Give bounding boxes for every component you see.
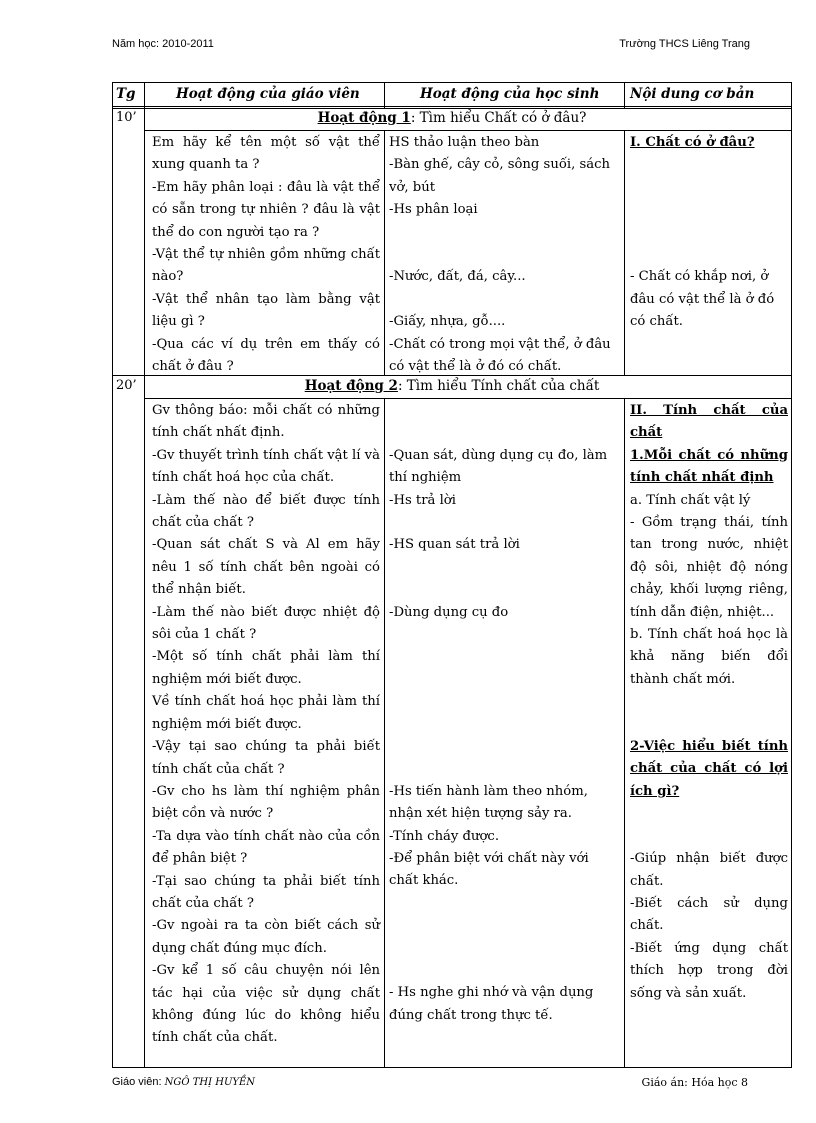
list-item: -Qua các ví dụ trên em thấy có chất ở đâu ? xyxy=(152,336,380,375)
list-item: -Biết ứng dụng chất thích hợp trong đời sống và sản xuất. xyxy=(630,940,788,1001)
list-item: -Hs phân loại xyxy=(389,202,478,218)
list-item: -Quan sát, dùng dụng cụ đo, làm thí nghiệm xyxy=(389,447,608,486)
footer-subject: Giáo án: Hóa học 8 xyxy=(641,1076,748,1089)
list-item: - Chất có khắp nơi, ở đâu có vật thể là ở đó có chất. xyxy=(630,269,775,330)
list-item: -Tại sao chúng ta phải biết tính chất của chất ? xyxy=(152,873,380,911)
list-item: -Giấy, nhựa, gỗ.... xyxy=(389,314,506,330)
list-item: Em hãy kể tên một số vật thể xung quanh ta ? xyxy=(152,135,380,173)
section-heading: II. Tính chất của chất xyxy=(630,403,788,441)
list-item: -Làm thế nào để biết được tính chất của chất ? xyxy=(152,492,380,531)
list-item: -Vật thể nhân tạo làm bằng vật liệu gì ? xyxy=(152,291,380,330)
col-header-time: Tg xyxy=(116,86,136,102)
section1-title: Hoạt động 1: Tìm hiểu Chất có ở đâu? xyxy=(317,110,587,126)
list-item: -Gv kể 1 số câu chuyện nói lên tác hại của việc sử dụng chất không đúng lúc do không hiểu tính chất của chất. xyxy=(152,963,380,1046)
section2-student-activities xyxy=(389,400,621,1027)
list-item: -Nước, đất, đá, cây... xyxy=(389,269,526,285)
list-item: -Ta dựa vào tính chất nào của cồn để phân biệt ? xyxy=(152,828,380,867)
list-item: -Giúp nhận biết được chất. xyxy=(630,851,788,889)
teacher-name: NGÔ THỊ HUYỀN xyxy=(164,1077,256,1088)
list-item: -Gv ngoài ra ta còn biết cách sử dụng chất đúng mục đích. xyxy=(152,918,380,956)
list-item: Gv thông báo: mỗi chất có những tính chất nhất định. xyxy=(152,403,380,441)
section2-content xyxy=(630,400,788,1005)
section1-student-activities xyxy=(389,132,621,378)
list-item: -Vật thể tự nhiên gồm những chất nào? xyxy=(152,247,380,285)
section-heading: I. Chất có ở đâu? xyxy=(630,135,755,150)
list-item: -Em hãy phân loại : đâu là vật thể có sẵn trong tự nhiên ? đâu là vật thể do con người tạo ra ? xyxy=(152,179,380,240)
section2-title: Hoạt động 2: Tìm hiểu Tính chất của chất xyxy=(304,378,600,394)
lesson-table xyxy=(112,82,792,1068)
section2-time: 20’ xyxy=(116,378,137,393)
list-item: -Chất có trong mọi vật thể, ở đâu có vật thể là ở đó có chất. xyxy=(389,336,611,375)
list-item: -Dùng dụng cụ đo xyxy=(389,604,509,620)
list-item: -Biết cách sử dụng chất. xyxy=(630,895,788,934)
list-item: -HS quan sát trả lời xyxy=(389,537,520,553)
col-header-content: Nội dung cơ bản xyxy=(630,86,755,102)
school-name: Trường THCS Liêng Trang xyxy=(619,38,750,50)
list-item: -Một số tính chất phải làm thí nghiệm mới biết được. xyxy=(152,649,380,687)
section1-teacher-activities xyxy=(152,132,380,378)
section1-content xyxy=(630,132,788,334)
list-item: HS thảo luận theo bàn xyxy=(389,135,540,150)
section-heading: 1.Mỗi chất có những tính chất nhất định xyxy=(630,447,788,486)
list-item: - Hs nghe ghi nhớ và vận dụng đúng chất trong thực tế. xyxy=(389,985,594,1023)
list-item: -Gv cho hs làm thí nghiệm phân biệt cồn và nước ? xyxy=(152,783,380,822)
list-item: b. Tính chất hoá học là khả năng biến đổi thành chất mới. xyxy=(630,627,788,687)
school-year: Năm học: 2010-2011 xyxy=(112,38,214,50)
list-item: -Tính cháy được. xyxy=(389,828,500,844)
list-item: -Vậy tại sao chúng ta phải biết tính chất của chất ? xyxy=(152,739,380,777)
list-item: -Làm thế nào biết được nhiệt độ sôi của 1 chất ? xyxy=(152,604,380,643)
list-item: -Hs trả lời xyxy=(389,492,456,508)
list-item: -Hs tiến hành làm theo nhóm, nhận xét hiện tượng sảy ra. xyxy=(389,783,588,822)
col-header-student: Hoạt động của học sinh xyxy=(420,86,600,102)
list-item: -Quan sát chất S và Al em hãy nêu 1 số tính chất bên ngoài có thể nhận biết. xyxy=(152,537,380,598)
list-item: - Gồm trạng thái, tính tan trong nước, nhiệt độ sôi, nhiệt độ nóng chảy, khối lượng riêng, tính dẫn điện, nhiệt... xyxy=(630,515,788,620)
section2-teacher-activities xyxy=(152,400,380,1050)
footer-teacher: Giáo viên: NGÔ THỊ HUYỀN xyxy=(112,1076,256,1088)
list-item: -Bàn ghế, cây cỏ, sông suối, sách vở, bút xyxy=(389,157,611,195)
list-item: Về tính chất hoá học phải làm thí nghiệm mới biết được. xyxy=(152,694,380,732)
section-heading: 2-Việc hiểu biết tính chất của chất có lợi ích gì? xyxy=(630,739,788,799)
list-item: a. Tính chất vật lý xyxy=(630,492,751,508)
list-item: -Gv thuyết trình tính chất vật lí và tính chất hoá học của chất. xyxy=(152,447,380,486)
col-header-teacher: Hoạt động của giáo viên xyxy=(176,86,360,102)
list-item: -Để phân biệt với chất này với chất khác. xyxy=(389,851,589,889)
section1-time: 10’ xyxy=(116,110,137,125)
